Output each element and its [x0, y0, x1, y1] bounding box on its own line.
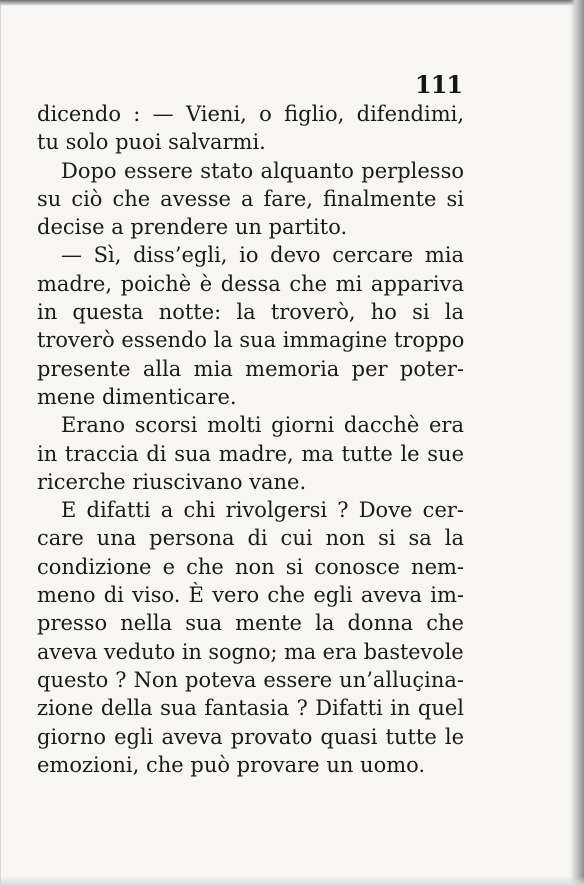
text-line: mene dimenticare. [37, 384, 237, 409]
text-line: in traccia di sua madre, ma tutte le sue [37, 441, 464, 466]
text-line: su ciò che avesse a fare, finalmente si [37, 186, 464, 211]
text-line: presso nella sua mente la donna che [37, 611, 464, 636]
text-line: Erano scorsi molti giorni dacchè era [61, 413, 464, 438]
page-right-edge [570, 0, 584, 886]
text-line: presente alla mia memoria per poter- [37, 356, 464, 381]
text-line: madre, poichè è dessa che mi appariva [37, 271, 464, 296]
text-line: — Sì, diss’egli, io devo cercare mia [61, 243, 464, 268]
page-number: 111 [415, 70, 463, 99]
text-line: zione della sua fantasia ? Difatti in quel [37, 696, 464, 721]
text-line: meno di viso. È vero che egli aveva im- [37, 583, 464, 608]
page-bottom-edge [0, 876, 584, 886]
text-line: in questa notte: la troverò, ho si la [37, 300, 464, 325]
text-line: giorno egli aveva provato quasi tutte le [37, 724, 464, 749]
text-line: dicendo : — Vieni, o figlio, difendimi, [37, 102, 464, 126]
text-line: ricerche riuscivano vane. [37, 469, 307, 494]
text-line: emozioni, che può provare un uomo. [37, 752, 426, 777]
text-line: questo ? Non poteva essere un’alluçina- [37, 667, 464, 692]
text-line: tu solo puoi salvarmi. [37, 130, 266, 155]
text-line: Dopo essere stato alquanto perplesso [61, 158, 464, 183]
text-line: decise a prendere un partito. [37, 215, 348, 240]
page-top-edge [0, 0, 584, 6]
text-line: troverò essendo la sua immagine troppo [37, 328, 465, 353]
body-text [37, 100, 464, 779]
text-line: aveva veduto in sogno; ma era bastevole [37, 639, 464, 664]
text-line: condizione e che non si conosce nem- [37, 554, 464, 579]
text-line: E difatti a chi rivolgersi ? Dove cer- [61, 498, 464, 523]
text-line: care una persona di cui non si sa la [37, 526, 464, 551]
